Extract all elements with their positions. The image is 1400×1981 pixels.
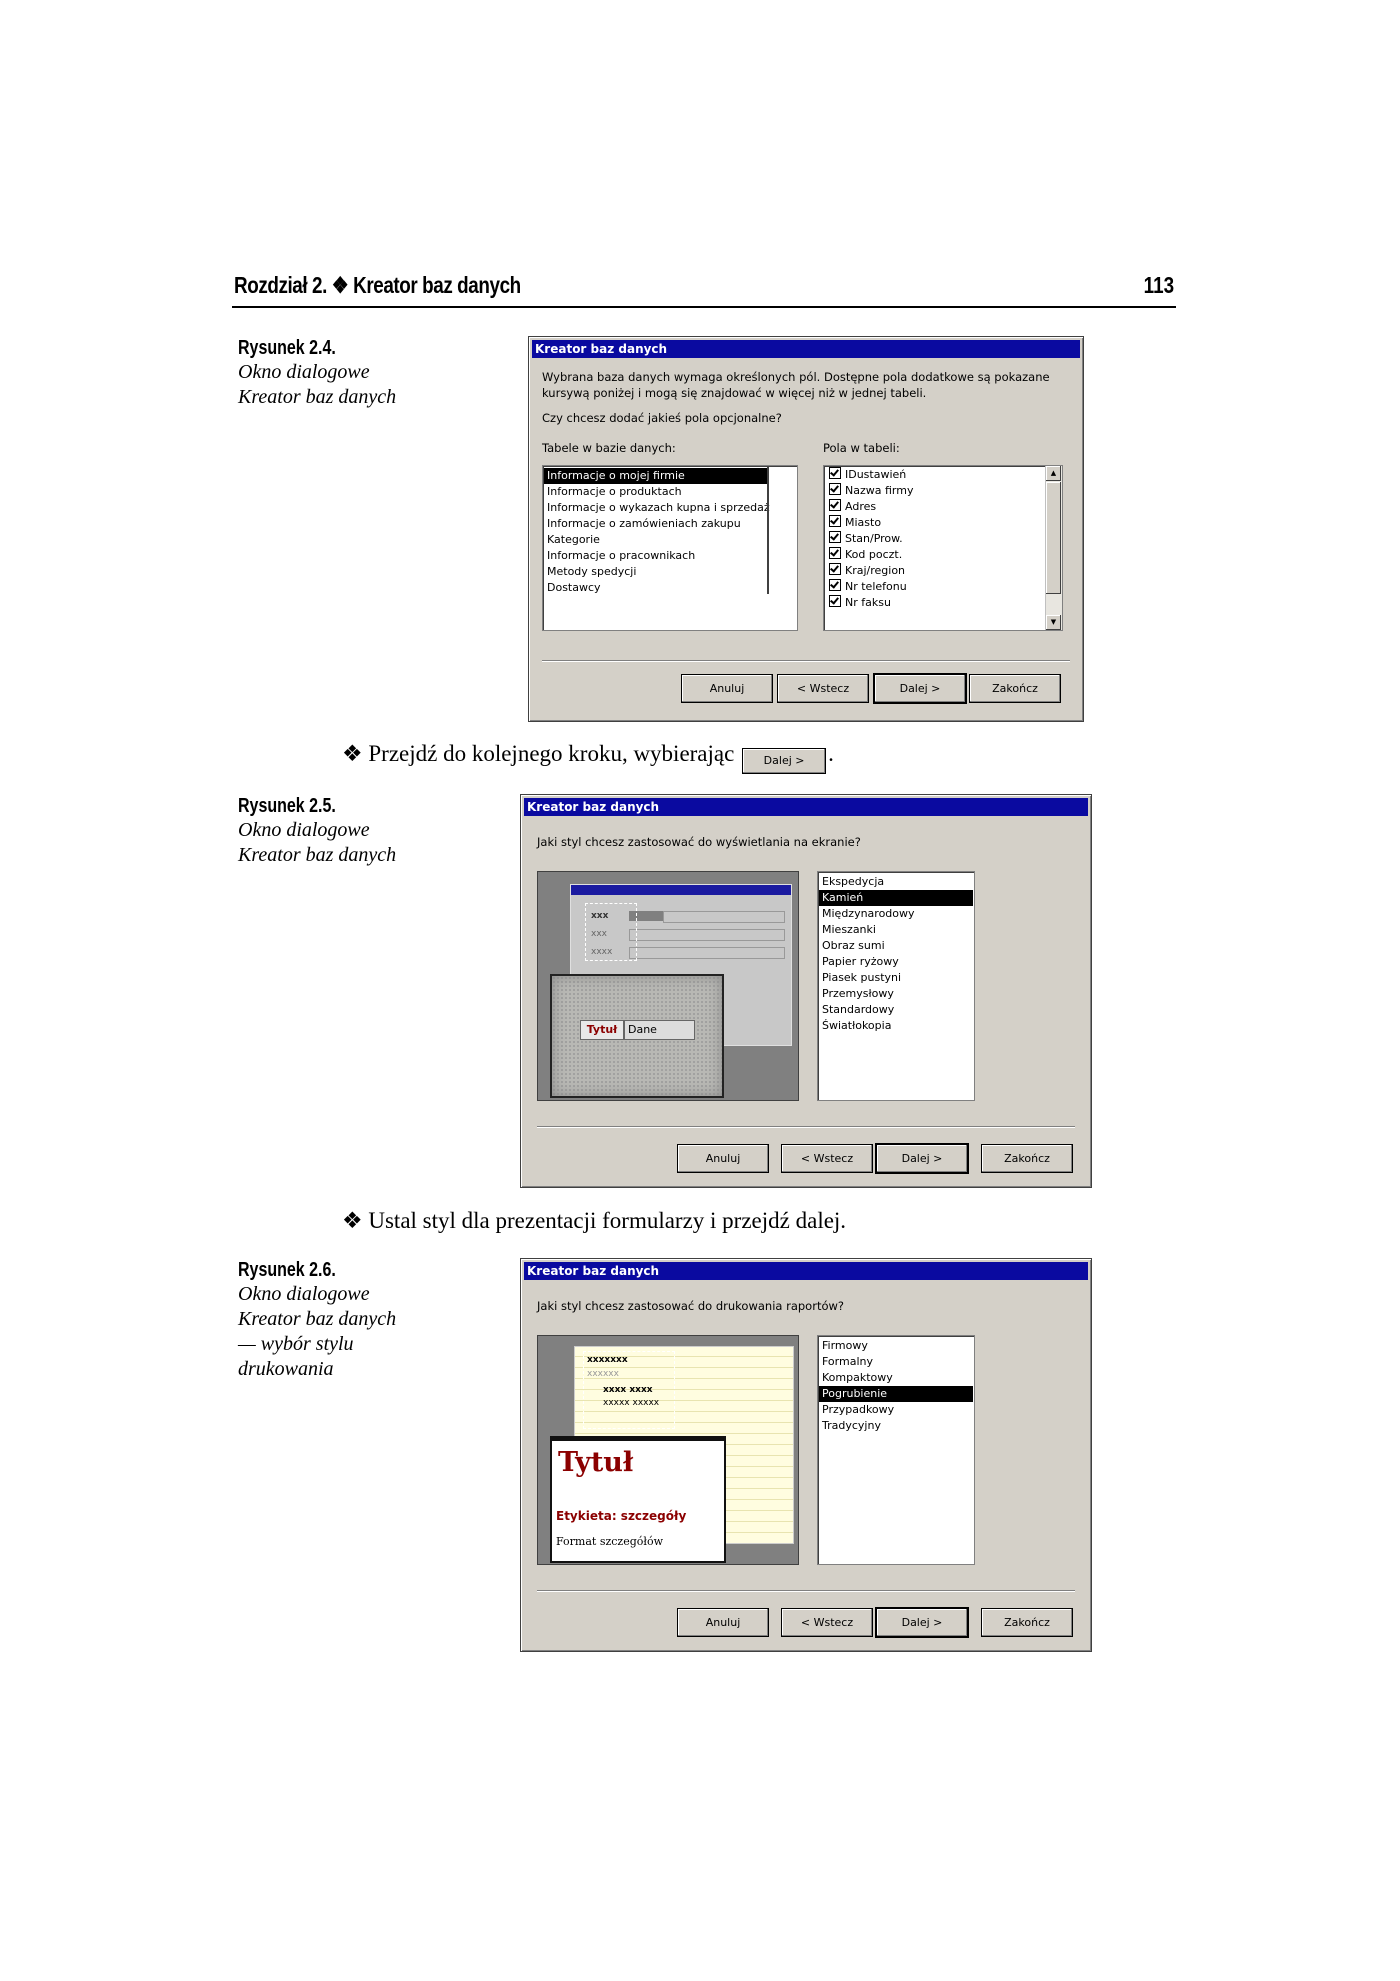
scrollbar[interactable] [1045, 466, 1062, 630]
list-item[interactable] [826, 563, 1044, 579]
list-item-label: Obraz sumi [822, 939, 885, 952]
checkbox-checked-icon[interactable] [829, 595, 841, 607]
separator [537, 1126, 1075, 1128]
list-item-label: Stan/Prow. [845, 532, 903, 545]
list-item-label: Światłokopia [822, 1019, 892, 1032]
cancel-button[interactable]: Anuluj [681, 674, 773, 703]
preview-label: xxxxxx [587, 1369, 619, 1379]
list-item-label: Dostawcy [547, 581, 601, 594]
list-item-label: Standardowy [822, 1003, 895, 1016]
preview-title: Tytuł [580, 1020, 624, 1040]
list-item-label: Formalny [822, 1355, 873, 1368]
caption-line: Kreator baz danych [238, 844, 397, 866]
list-item[interactable] [826, 531, 1044, 547]
list-item-label: Informacje o pracownikach [547, 549, 696, 562]
list-item[interactable] [826, 483, 1044, 499]
question-text: Czy chcesz dodać jakieś pola opcjonalne? [542, 411, 782, 425]
preview-stone-panel [550, 974, 724, 1098]
list-item-label: Nr telefonu [845, 580, 907, 593]
list-item[interactable] [819, 874, 973, 890]
list-item[interactable] [819, 970, 973, 986]
list-item[interactable] [544, 516, 767, 532]
preview-detail-label: Etykieta: szczegóły [556, 1509, 687, 1523]
list-item-label: Mieszanki [822, 923, 876, 936]
list-item[interactable] [544, 500, 770, 516]
checkbox-checked-icon[interactable] [829, 547, 841, 559]
list-item-label: Pogrubienie [822, 1387, 888, 1400]
back-button[interactable]: < Wstecz [781, 1144, 873, 1173]
instruction-line [342, 741, 834, 774]
next-button[interactable]: Dalej > [873, 673, 967, 704]
list-item[interactable] [544, 564, 767, 580]
instruction-line: ❖ Ustal styl dla prezentacji formularzy i przejdź dalej. [342, 1208, 847, 1233]
caption-line: drukowania [238, 1358, 334, 1380]
cancel-button[interactable]: Anuluj [677, 1608, 769, 1637]
print-style-preview [537, 1335, 799, 1565]
figure-caption [238, 794, 438, 868]
list-item[interactable] [819, 1002, 973, 1018]
wizard-dialog [520, 794, 1092, 1188]
list-item[interactable] [826, 467, 1044, 483]
list-item[interactable] [544, 548, 767, 564]
list-item-label: Kraj/region [845, 564, 906, 577]
wizard-dialog [520, 1258, 1092, 1652]
list-item-label: Międzynarodowy [822, 907, 915, 920]
list-item[interactable] [544, 484, 767, 500]
preview-field [663, 911, 785, 923]
list-item[interactable] [544, 468, 767, 484]
list-item[interactable] [826, 595, 1044, 611]
list-item-label: Kod poczt. [845, 548, 903, 561]
caption-line: — wybór stylu [238, 1333, 354, 1355]
wizard-dialog [528, 336, 1084, 722]
chapter-title: Rozdział 2. ❖ Kreator baz danych [234, 272, 521, 298]
list-item[interactable] [819, 1338, 973, 1354]
checkbox-checked-icon[interactable] [829, 515, 841, 527]
list-item-label: Ekspedycja [822, 875, 885, 888]
fields-listbox[interactable] [823, 465, 1063, 631]
list-item-label: Nr faksu [845, 596, 891, 609]
checkbox-checked-icon[interactable] [829, 531, 841, 543]
list-item[interactable] [826, 579, 1044, 595]
question-text: Jaki styl chcesz zastosować do wyświetlania na ekranie? [537, 835, 861, 849]
list-item[interactable] [544, 532, 767, 548]
list-item[interactable] [819, 1354, 973, 1370]
page-number: 113 [1143, 272, 1174, 298]
caption-line: Okno dialogowe [238, 1283, 370, 1305]
preview-label: xxxxx xxxxx [603, 1398, 660, 1408]
checkbox-checked-icon[interactable] [829, 579, 841, 591]
figure-number: Rysunek 2.6. [238, 1259, 336, 1281]
preview-field [629, 947, 785, 959]
list-item[interactable] [819, 954, 973, 970]
list-column-divider [767, 466, 769, 594]
list-item[interactable] [819, 1386, 973, 1402]
list-item-label: Miasto [845, 516, 882, 529]
list-item[interactable] [819, 1402, 973, 1418]
preview-dashed-frame [585, 903, 637, 961]
intro-line: kursywą poniżej i mogą się znajdować w więcej niż w jednej tabeli. [542, 386, 927, 400]
styles-listbox[interactable] [817, 1335, 975, 1565]
list-item-label: Przemysłowy [822, 987, 894, 1000]
figure-caption [238, 336, 438, 410]
caption-line: Okno dialogowe [238, 819, 370, 841]
figure-number: Rysunek 2.4. [238, 337, 336, 359]
next-button[interactable]: Dalej > [875, 1143, 969, 1174]
preview-label: xxx [591, 929, 607, 939]
checkbox-checked-icon[interactable] [829, 499, 841, 511]
next-button[interactable]: Dalej > [875, 1607, 969, 1638]
list-item[interactable] [819, 1018, 973, 1034]
back-button[interactable]: < Wstecz [777, 674, 869, 703]
list-item-label: Informacje o wykazach kupna i sprzedaż [547, 501, 770, 514]
caption-line: Kreator baz danych [238, 1308, 397, 1330]
checkbox-checked-icon[interactable] [829, 467, 841, 479]
dialog-titlebar: Kreator baz danych [524, 1262, 1088, 1280]
list-item[interactable] [826, 547, 1044, 563]
styles-listbox[interactable] [817, 871, 975, 1101]
list-item-label: Informacje o mojej firmie [547, 469, 685, 482]
list-item[interactable] [819, 1418, 973, 1434]
list-item-label: Informacje o zamówieniach zakupu [547, 517, 741, 530]
preview-form-titlebar [571, 885, 791, 895]
instruction-text: ❖ Przejdź do kolejnego kroku, wybierając [342, 741, 735, 766]
finish-button[interactable]: Zakończ [969, 674, 1061, 703]
separator [542, 660, 1070, 662]
list-item[interactable] [819, 1370, 973, 1386]
preview-field [629, 929, 785, 941]
checkbox-checked-icon[interactable] [829, 483, 841, 495]
list-item-label: Kompaktowy [822, 1371, 893, 1384]
list-item[interactable] [819, 986, 973, 1002]
list-item[interactable] [819, 890, 973, 906]
preview-detail-format: Format szczegółów [556, 1535, 663, 1548]
caption-line: Okno dialogowe [238, 361, 370, 383]
list-item-label: Tradycyjny [822, 1419, 881, 1432]
dialog-titlebar: Kreator baz danych [532, 340, 1080, 358]
list-item-label: Adres [845, 500, 877, 513]
preview-label: xxx [591, 911, 609, 921]
figure-caption [238, 1258, 438, 1382]
list-item-label: IDustawień [845, 468, 907, 481]
dialog-titlebar: Kreator baz danych [524, 798, 1088, 816]
list-item-label: Przypadkowy [822, 1403, 895, 1416]
list-item[interactable] [819, 906, 973, 922]
separator [537, 1590, 1075, 1592]
screen-style-preview [537, 871, 799, 1101]
list-item[interactable] [826, 499, 1044, 515]
list-item-label: Nazwa firmy [845, 484, 914, 497]
instruction-end: . [828, 741, 834, 766]
preview-label: xxxx xxxx [603, 1385, 653, 1395]
list-item-label: Kamień [822, 891, 864, 904]
fields-label: Pola w tabeli: [823, 441, 900, 455]
page-header [232, 272, 1176, 308]
preview-label: xxxx [591, 947, 613, 957]
tables-listbox[interactable] [542, 465, 798, 631]
list-item-label: Piasek pustyni [822, 971, 902, 984]
scroll-thumb[interactable] [1046, 482, 1061, 594]
list-item-label: Informacje o produktach [547, 485, 682, 498]
preview-data: Dane [624, 1020, 695, 1040]
list-item[interactable] [826, 515, 1044, 531]
list-item-label: Firmowy [822, 1339, 868, 1352]
scroll-up-icon[interactable]: ▲ [1046, 466, 1061, 481]
list-item[interactable] [544, 580, 767, 596]
intro-line: Wybrana baza danych wymaga określonych pól. Dostępne pola dodatkowe są pokazane [542, 370, 1050, 384]
list-item-label: Papier ryżowy [822, 955, 899, 968]
scroll-down-icon[interactable]: ▼ [1046, 615, 1061, 630]
caption-line: Kreator baz danych [238, 386, 397, 408]
list-item-label: Metody spedycji [547, 565, 637, 578]
list-item[interactable] [819, 938, 973, 954]
list-item-label: Kategorie [547, 533, 600, 546]
figure-number: Rysunek 2.5. [238, 795, 336, 817]
question-text: Jaki styl chcesz zastosować do drukowania raportów? [537, 1299, 845, 1313]
finish-button[interactable]: Zakończ [981, 1608, 1073, 1637]
cancel-button[interactable]: Anuluj [677, 1144, 769, 1173]
preview-dashed-frame [583, 1351, 675, 1429]
inline-next-button: Dalej > [742, 748, 826, 774]
preview-label: xxxxxxx [587, 1355, 628, 1365]
checkbox-checked-icon[interactable] [829, 563, 841, 575]
preview-title: Tytuł [558, 1447, 634, 1478]
finish-button[interactable]: Zakończ [981, 1144, 1073, 1173]
tables-label: Tabele w bazie danych: [542, 441, 676, 455]
list-item[interactable] [819, 922, 973, 938]
preview-report-page [550, 1436, 726, 1563]
back-button[interactable]: < Wstecz [781, 1608, 873, 1637]
